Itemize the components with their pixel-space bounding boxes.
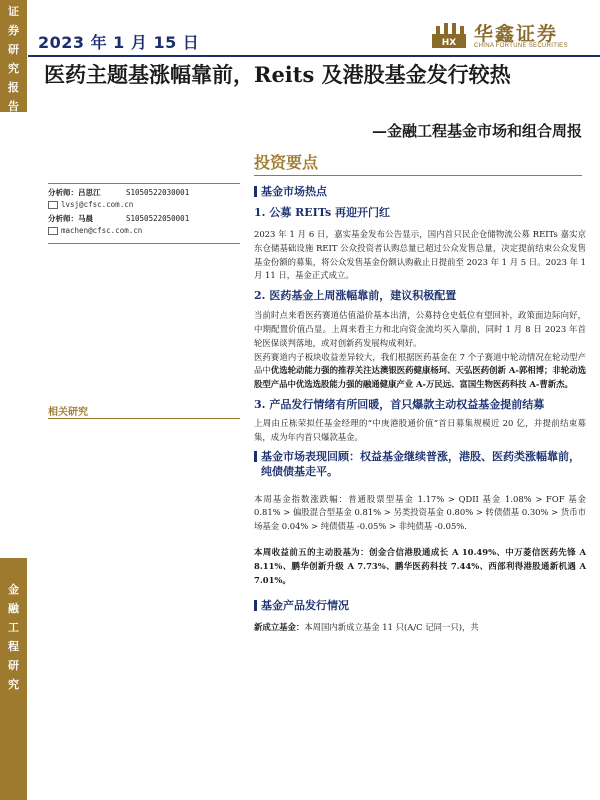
block-heading-text: 基金市场热点 <box>261 185 327 198</box>
analyst-cert-id: S1050522050001 <box>126 214 190 223</box>
mail-icon <box>48 201 58 209</box>
paragraph: 2023 年 1 月 6 日，嘉实基金发布公告显示，国内首只民企仓储物流公募 REITs 嘉实京东仓储基础设施 REIT 公众投资者认购总量已超过公众发售总量，决定提前结束公众发售基金份额的募集，将公众发售基金份额认购截止日提前至 2023 年 1 月 5 日。2023 年 1 月 11 日，基金正式成立。 <box>254 229 586 281</box>
strip-char: 研 <box>8 659 19 672</box>
strip-char: 报 <box>8 81 19 94</box>
logo-mark-icon <box>430 22 468 50</box>
side-strip-bottom-text <box>0 580 27 694</box>
analyst-cert-id: S1050522030001 <box>126 188 190 197</box>
section-divider <box>254 175 582 176</box>
subsection-title: 2. 医药基金上周涨幅靠前，建议积极配置 <box>254 289 457 303</box>
analyst-info <box>48 183 240 244</box>
paragraph: 上周由丘栋荣拟任基金经理的“中庚港股通价值”首日募集规模近 20 亿，并提前结束募集，成为年内首只爆款基金。 <box>254 417 586 442</box>
analyst-email-row <box>48 225 240 237</box>
side-strip-top-text <box>0 2 27 116</box>
paragraph: 当前时点来看医药赛道估值溢价基本出清，公募持仓史低位有望回补，政策面边际向好，中期配置价值凸显。上周来看主力和北向资金流均买入靠前，同时 1 月 8 日 2023 年首轮医保谈判落地，或对创新药发展构成利好。 <box>254 310 586 348</box>
logo-subtitle: CHINA FORTUNE SECURITIES <box>474 43 568 49</box>
report-date: 2023 年 1 月 15 日 <box>38 33 200 52</box>
strip-char: 券 <box>8 24 19 37</box>
strip-char: 告 <box>8 100 19 113</box>
analyst-email[interactable]: lvsj@cfsc.com.cn <box>61 200 134 209</box>
paragraph <box>254 546 586 587</box>
strip-char: 证 <box>8 5 19 18</box>
subsection-title: 1. 公募 REITs 再迎开门红 <box>254 206 391 219</box>
strip-char: 究 <box>8 62 19 75</box>
report-title: 医药主题基涨幅靠前，Reits 及港股基金发行较热 <box>44 62 511 87</box>
analyst-name: 分析师：吕思江 <box>48 188 101 197</box>
paragraph-bold-text: 新成立基金： <box>254 622 305 633</box>
strip-char: 究 <box>8 678 19 691</box>
paragraph-text: 医药赛道内子板块收益差异较大，我们根据医药基金在 7 个子赛道中轮动情况在轮动型产品中 <box>254 351 586 376</box>
strip-char: 金 <box>8 583 19 596</box>
analyst-name: 分析师：马晨 <box>48 214 93 223</box>
side-strip-top <box>0 0 27 112</box>
analyst-email-row <box>48 199 240 211</box>
heading-marker-icon <box>254 600 257 611</box>
block-heading <box>254 183 586 199</box>
strip-char: 融 <box>8 602 19 615</box>
header-divider <box>28 55 600 57</box>
related-research-heading: 相关研究 <box>48 407 88 418</box>
strip-char: 工 <box>8 621 19 634</box>
paragraph-bold-text: 优选轮动能力强的推荐关注达澳银医药健康杨珂、天弘医药创新 A-郭相博；非轮动选股型产品中优选选股能力强的融通健康产业 A-万民远、富国生物医药科技 A-曹新杰。 <box>254 365 586 390</box>
paragraph-bold-text: 本周收益前五的主动股基为： <box>254 546 369 557</box>
main-content <box>254 183 586 635</box>
strip-char: 研 <box>8 43 19 56</box>
analyst-row <box>48 187 240 199</box>
block-heading-text: 基金市场表现回顾：权益基金继续普涨，港股、医药类涨幅靠前，纯债债基走平。 <box>261 449 580 478</box>
analyst-row <box>48 213 240 225</box>
block-heading <box>254 597 586 613</box>
paragraph: 本周基金指数涨跌幅：普通股票型基金 1.17% > QDII 基金 1.08% > FOF 基金 0.81% > 偏股混合型基金 0.81% > 另类投资基金 0.80% > 转债债基 0.30% > 货币市场基金 0.04% > 纯债债基 -0.05% > 非纯债基 -0.05%. <box>254 493 586 532</box>
logo-name: 华鑫证券 <box>474 23 559 45</box>
side-strip-bottom <box>0 558 27 800</box>
block-heading <box>254 449 586 479</box>
subsection-title: 3. 产品发行情绪有所回暖，首只爆款主动权益基金提前结募 <box>254 397 545 411</box>
company-logo <box>430 20 590 52</box>
heading-marker-icon <box>254 186 257 197</box>
block-heading-text: 基金产品发行情况 <box>261 599 349 613</box>
report-subtitle: —金融工程基金市场和组合周报 <box>371 122 582 140</box>
paragraph-text: 本周国内新成立基金 11 只(A/C 记同一只)，共 <box>304 622 479 633</box>
related-research-divider <box>48 418 240 419</box>
section-heading-investment-points: 投资要点 <box>254 153 319 172</box>
analyst-email[interactable]: machen@cfsc.com.cn <box>61 226 143 235</box>
heading-marker-icon <box>254 451 257 462</box>
paragraph-bold-text: 创金合信港股通成长 A 10.49%、中万菱信医药先锋 A 8.11%、鹏华创新升级 A 7.73%、鹏华医药科技 7.44%、西部利得港股通新机遇 A 7.01%。 <box>254 546 586 585</box>
mail-icon <box>48 227 58 235</box>
svg-text:HX: HX <box>441 38 457 48</box>
paragraph <box>254 351 586 392</box>
paragraph <box>254 621 586 635</box>
strip-char: 程 <box>8 640 19 653</box>
